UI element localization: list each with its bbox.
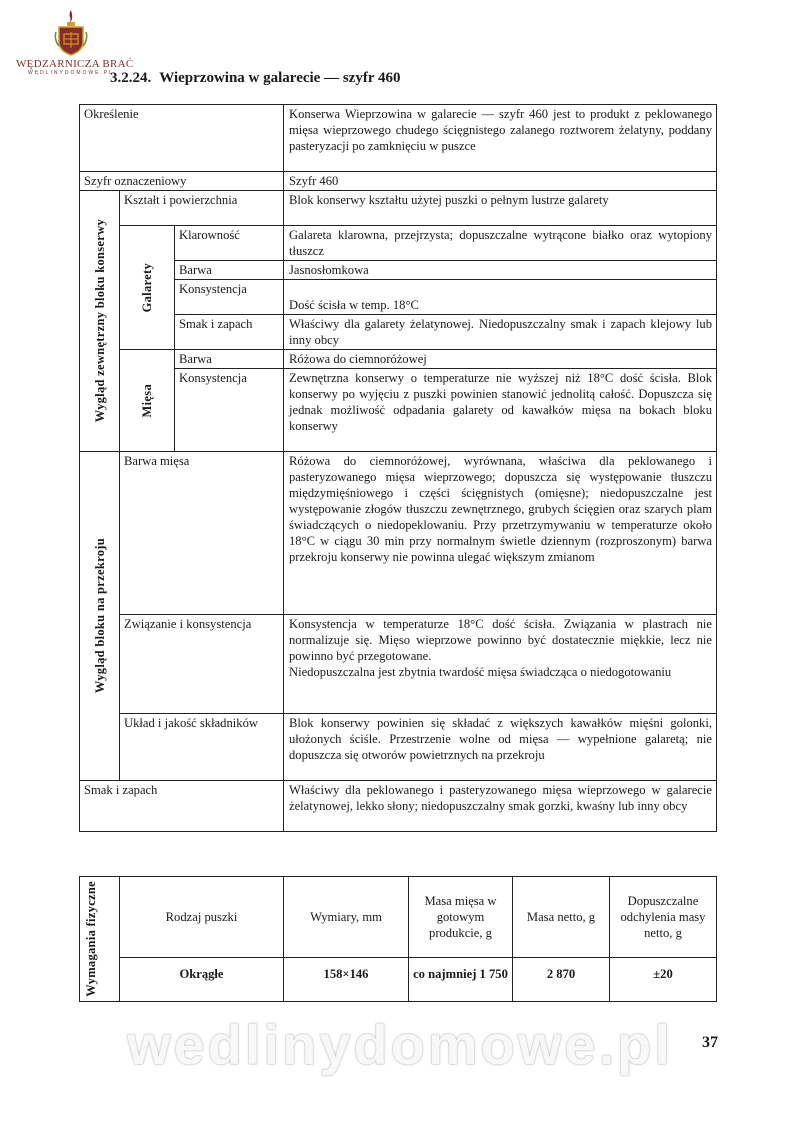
crest-icon bbox=[54, 8, 88, 56]
group-przekroj bbox=[80, 452, 120, 781]
cell-rodzaj: Okrągłe bbox=[120, 958, 284, 1002]
cell-masa-netto: 2 870 bbox=[513, 958, 610, 1002]
header-rodzaj: Rodzaj puszki bbox=[120, 877, 284, 958]
label-wymagania: Wymagania fizyczne bbox=[83, 881, 98, 997]
page-number: 37 bbox=[702, 1034, 718, 1051]
group-wyglad-zewnetrzny bbox=[80, 191, 120, 452]
label-ksztalt: Kształt i powierzchnia bbox=[120, 191, 284, 226]
value-okreslenie: Konserwa Wieprzowina w galarecie — szyfr 460 jest to produkt z peklowanego mięsa wieprzowego chudego ścięgnistego zalanego roztworem żelatyny, poddany pasteryzacji po zamknięciu w puszce bbox=[284, 105, 717, 172]
cell-wymiary: 158×146 bbox=[284, 958, 409, 1002]
section-heading bbox=[110, 70, 400, 87]
row-uklad bbox=[80, 714, 717, 781]
header-masa-miesa: Masa mięsa w gotowym produkcie, g bbox=[409, 877, 513, 958]
value-szyfr: Szyfr 460 bbox=[284, 172, 717, 191]
section-title: Wieprzowina w galarecie — szyfr 460 bbox=[159, 70, 401, 86]
row-szyfr bbox=[80, 172, 717, 191]
header-masa-netto: Masa netto, g bbox=[513, 877, 610, 958]
group-miesa bbox=[120, 350, 175, 452]
label-galarety: Galarety bbox=[140, 262, 154, 313]
value-barwa-miesa: Różowa do ciemnoróżowej bbox=[284, 350, 717, 369]
row-konsystencja-galarety bbox=[80, 280, 717, 315]
row-barwa-galarety bbox=[80, 261, 717, 280]
row-ksztalt bbox=[80, 191, 717, 226]
row-klarownosc bbox=[80, 226, 717, 261]
label-konsystencja-miesa: Konsystencja bbox=[175, 369, 284, 452]
value-klarownosc: Galareta klarowna, przejrzysta; dopuszczalne wytrącone białko oraz wytopiony tłuszcz bbox=[284, 226, 717, 261]
value-zwiazanie-1: Konsystencja w temperaturze 18°C dość ścisła. Związania w plastrach nie normalizuje się. Mięso wieprzowe powinno być dostatecznie miękkie, lecz nie powinno być przegotowane. bbox=[289, 617, 712, 663]
row-okreslenie bbox=[80, 105, 717, 172]
value-uklad: Blok konserwy powinien się składać z większych kawałków mięśni golonki, ułożonych ściśle. Przestrzenie wolne od mięsa — wypełnione galaretą; nie dopuszcza się otworów powietrznych na przekroju bbox=[284, 714, 717, 781]
value-konsystencja-miesa: Zewnętrzna konserwy o temperaturze nie wyższej niż 18°C dość ścisła. Blok konserwy po wyjęciu z puszki powinien stanowić jednolitą całość. Dopuszcza się jednak możliwość odpadania galarety od kawałków mięsa na bokach bloku konserwy bbox=[284, 369, 717, 452]
value-smak-galarety: Właściwy dla galarety żelatynowej. Niedopuszczalny smak i zapach klejowy lub inny obcy bbox=[284, 315, 717, 350]
header-odchylenia: Dopuszczalne odchylenia masy netto, g bbox=[610, 877, 717, 958]
group-wymagania bbox=[80, 877, 120, 1002]
logo-brand: WĘDZARNICZA BRAĆ bbox=[16, 58, 134, 70]
watermark: wedlinydomowe.pl bbox=[127, 1013, 673, 1076]
row-barwa-przekroj bbox=[80, 452, 717, 615]
label-konsystencja-galarety: Konsystencja bbox=[175, 280, 284, 315]
logo-tagline: WĘDLINYDOMOWE.PL bbox=[28, 70, 114, 76]
cell-odchylenia: ±20 bbox=[610, 958, 717, 1002]
label-klarownosc: Klarowność bbox=[175, 226, 284, 261]
value-konsystencja-galarety: Dość ścisła w temp. 18°C bbox=[284, 280, 717, 315]
value-zwiazanie bbox=[284, 615, 717, 714]
row-smak-zapach bbox=[80, 781, 717, 832]
logo bbox=[16, 8, 134, 76]
label-wyglad-zewnetrzny: Wygląd zewnętrzny bloku konserwy bbox=[92, 219, 107, 423]
label-zwiazanie: Związanie i konsystencja bbox=[120, 615, 284, 714]
section-number: 3.2.24. bbox=[110, 70, 152, 86]
label-barwa-przekroj: Barwa mięsa bbox=[120, 452, 284, 615]
row-smak-galarety bbox=[80, 315, 717, 350]
value-barwa-przekroj: Różowa do ciemnoróżowej, wyrównana, właściwa dla peklowanego i pasteryzowanego mięsa wieprzowego; dopuszcza się występowanie tłuszczu międzymięśniowego i części ścięgnistych (omięsne); niedopuszczalne jest występowanie złogów tłuszczu zewnętrznego, grubych ścięgien oraz szarych plam świadczących o niedopeklowaniu. Przy przetrzymywaniu w temperaturze około 18°C w ciągu 30 min przy normalnym świetle dziennym (rozproszonym) barwa przekroju konserwy nie powinna ulegać większym zmianom bbox=[284, 452, 717, 615]
cell-masa-miesa: co najmniej 1 750 bbox=[409, 958, 513, 1002]
value-zwiazanie-2: Niedopuszczalna jest zbytnia twardość mięsa świadcząca o niedogotowaniu bbox=[289, 665, 672, 679]
label-okreslenie: Określenie bbox=[80, 105, 284, 172]
value-ksztalt: Blok konserwy kształtu użytej puszki o pełnym lustrze galarety bbox=[284, 191, 717, 226]
row-zwiazanie bbox=[80, 615, 717, 714]
label-miesa: Mięsa bbox=[140, 383, 154, 418]
physical-table bbox=[79, 876, 717, 1002]
value-smak-zapach: Właściwy dla peklowanego i pasteryzowanego mięsa wieprzowego w galarecie żelatynowej, lekko słony; niedopuszczalny smak gorzki, kwaśny lub inny obcy bbox=[284, 781, 717, 832]
physical-data-row bbox=[80, 958, 717, 1002]
row-barwa-miesa bbox=[80, 350, 717, 369]
group-galarety bbox=[120, 226, 175, 350]
spec-table bbox=[79, 104, 717, 832]
label-szyfr: Szyfr oznaczeniowy bbox=[80, 172, 284, 191]
label-barwa-miesa: Barwa bbox=[175, 350, 284, 369]
label-smak-galarety: Smak i zapach bbox=[175, 315, 284, 350]
value-barwa-galarety: Jasnosłomkowa bbox=[284, 261, 717, 280]
label-smak-zapach: Smak i zapach bbox=[80, 781, 284, 832]
label-uklad: Układ i jakość składników bbox=[120, 714, 284, 781]
label-przekroj: Wygląd bloku na przekroju bbox=[92, 538, 107, 694]
label-barwa-galarety: Barwa bbox=[175, 261, 284, 280]
header-wymiary: Wymiary, mm bbox=[284, 877, 409, 958]
physical-header-row bbox=[80, 877, 717, 958]
